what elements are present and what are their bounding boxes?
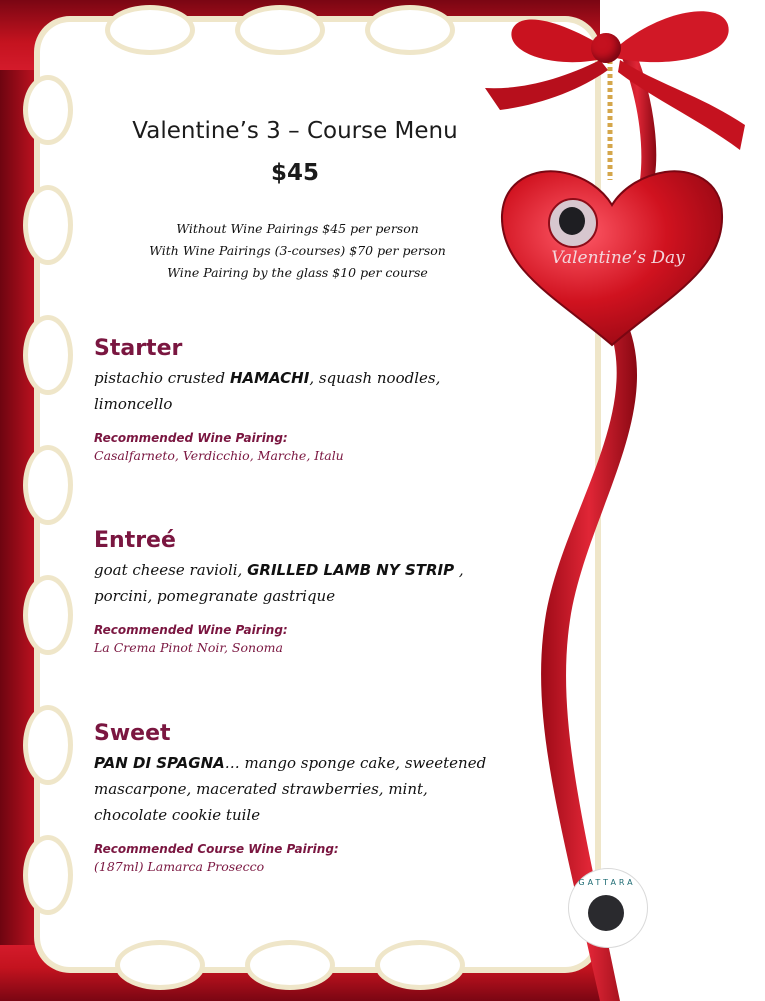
pricing-line: With Wine Pairings (3-courses) $70 per person bbox=[149, 243, 446, 258]
menu-title: Valentine’s 3 – Course Menu bbox=[132, 118, 458, 144]
cat-icon bbox=[588, 895, 624, 931]
section-sweet bbox=[94, 721, 494, 874]
dish-text: , squash noodles, limoncello bbox=[94, 369, 441, 413]
section-starter bbox=[94, 336, 514, 463]
bow-knot bbox=[591, 33, 621, 63]
section-entree bbox=[94, 528, 514, 655]
dish-text: … mango sponge cake, sweetened mascarpone, macerated strawberries, mint, chocolate cookie tuile bbox=[94, 754, 487, 824]
pairing-value: Casalfarneto, Verdicchio, Marche, Italu bbox=[94, 448, 344, 463]
pairing-value: (187ml) Lamarca Prosecco bbox=[94, 859, 265, 874]
pairing-label: Recommended Course Wine Pairing: bbox=[94, 842, 339, 856]
heart-label: Valentine’s Day bbox=[551, 248, 685, 268]
dish-highlight: GRILLED LAMB NY STRIP bbox=[247, 561, 455, 579]
dish-text: , porcini, pomegranate gastrique bbox=[94, 561, 464, 605]
section-title: Entreé bbox=[94, 528, 176, 553]
dish-highlight: HAMACHI bbox=[229, 369, 310, 387]
dish-description bbox=[94, 750, 494, 828]
dish-description bbox=[94, 365, 514, 417]
section-title: Sweet bbox=[94, 721, 171, 746]
pricing-info bbox=[120, 218, 475, 284]
pairing-label: Recommended Wine Pairing: bbox=[94, 431, 288, 445]
section-title: Starter bbox=[94, 336, 183, 361]
pairing-label: Recommended Wine Pairing: bbox=[94, 623, 288, 637]
logo-text: GATTARA bbox=[578, 878, 636, 887]
dish-description bbox=[94, 557, 514, 609]
dish-text: goat cheese ravioli, bbox=[94, 561, 248, 579]
menu-price: $45 bbox=[270, 160, 319, 186]
pricing-line: Wine Pairing by the glass $10 per course bbox=[167, 265, 428, 280]
pricing-line: Without Wine Pairings $45 per person bbox=[176, 221, 419, 236]
dish-highlight: PAN DI SPAGNA bbox=[94, 754, 225, 772]
heart-avatar bbox=[548, 198, 598, 248]
pairing-value: La Crema Pinot Noir, Sonoma bbox=[94, 640, 283, 655]
dish-text: pistachio crusted bbox=[94, 369, 230, 387]
